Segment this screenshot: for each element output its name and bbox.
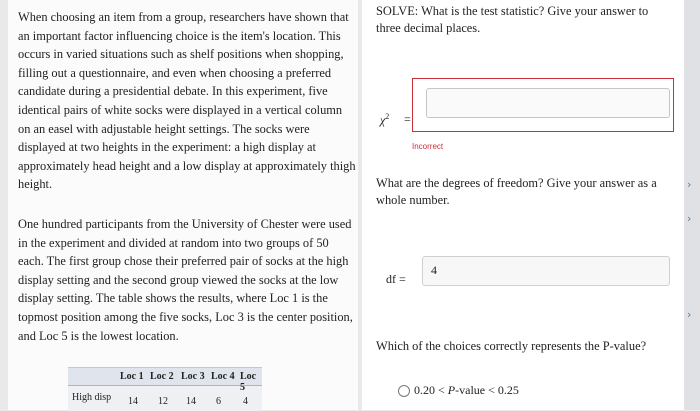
- problem-panel: [8, 0, 358, 410]
- side-arrow-icon: ›: [687, 308, 692, 321]
- problem-paragraph-1: When choosing an item from a group, researchers have shown that an important factor influencing choice is the item's location. This occurs in varied situations such as shelf positions when shopping, filling out a questionnaire, and even when choosing a preferred candidate during a presidential debate. In this experiment, five identical pairs of white socks were displayed in a vertical column on an easel with adjustable height settings. The socks were displayed at two heights in the experiment: a high display at approximately head height and a low display at approximately thigh height.: [18, 10, 356, 192]
- df-input[interactable]: 4: [422, 256, 670, 286]
- table-cell: 4: [243, 396, 248, 407]
- table-cell: 14: [186, 396, 196, 407]
- table-header-loc3: Loc 3: [181, 371, 205, 382]
- table-cell: 6: [216, 396, 221, 407]
- problem-paragraph-2: One hundred participants from the University of Chester were used in the experiment and divided at random into two groups of 50 each. The first group chose their preferred pair of socks at the high display setting and the second group viewed the socks at the low display setting. The table shows the results, where Loc 1 is the topmost position among the five socks, Loc 3 is the center position, and Loc 5 is the lowest location.: [18, 217, 353, 343]
- incorrect-feedback: Incorrect: [412, 142, 444, 151]
- df-label: df =: [386, 272, 406, 286]
- p-value-question: Which of the choices correctly represents the P-value?: [376, 339, 647, 353]
- p-value-option-radio[interactable]: [398, 385, 410, 397]
- side-scroll-strip: [684, 0, 700, 410]
- chi-square-label: $\chi^2$: [380, 112, 390, 127]
- side-arrow-icon: ›: [687, 212, 692, 225]
- chi-square-input[interactable]: [426, 88, 670, 118]
- table-header-loc4: Loc 4: [211, 371, 235, 382]
- table-cell: 12: [158, 396, 168, 407]
- table-header-loc1: Loc 1: [120, 371, 144, 382]
- test-statistic-question: SOLVE: What is the test statistic? Give your answer to three decimal places.: [376, 4, 649, 35]
- table-header-loc5: Loc 5: [240, 371, 257, 393]
- p-value-option-label[interactable]: 0.20 < P-value < 0.25: [414, 383, 519, 397]
- side-arrow-icon: ›: [687, 178, 692, 191]
- table-row-label: High disp: [72, 392, 112, 403]
- solve-panel: [362, 0, 684, 410]
- degrees-of-freedom-question: What are the degrees of freedom? Give your answer as a whole number.: [376, 176, 657, 207]
- equals-sign: =: [404, 112, 411, 126]
- results-table: [68, 367, 262, 411]
- table-header-row: [68, 368, 262, 393]
- table-cell: 14: [128, 396, 138, 407]
- table-header-loc2: Loc 2: [150, 371, 174, 382]
